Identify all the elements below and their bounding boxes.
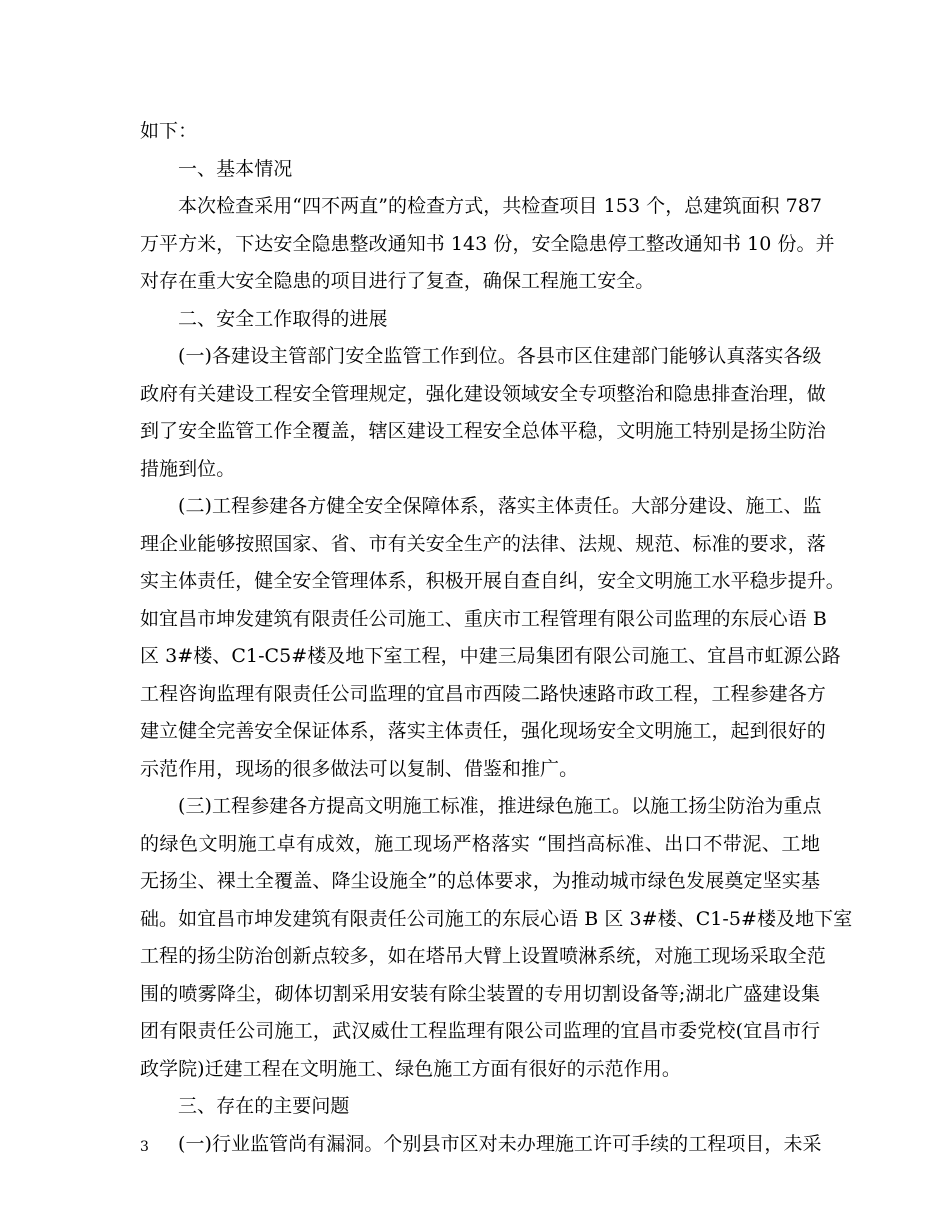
paragraph-line: 实主体责任，健全安全管理体系，积极开展自查自纠，安全文明施工水平稳步提升。 xyxy=(140,570,845,592)
document-body xyxy=(140,113,853,1163)
paragraph-line: 围的喷雾降尘，砌体切割采用安装有除尘装置的专用切割设备等;湖北广盛建设集 xyxy=(140,982,820,1005)
paragraph-line: (二)工程参建各方健全安全保障体系，落实主体责任。大部分建设、施工、监 xyxy=(178,495,822,517)
section-heading: 二、安全工作取得的进展 xyxy=(178,307,388,330)
paragraph-line: 万平方米，下达安全隐患整改通知书 143 份，安全隐患停工整改通知书 10 份。并 xyxy=(140,232,835,255)
paragraph-line: (一)行业监管尚有漏洞。个别县市区对未办理施工许可手续的工程项目，未采 xyxy=(178,1132,822,1155)
paragraph-line: 措施到位。 xyxy=(140,457,236,480)
paragraph-line: 无扬尘、裸土全覆盖、降尘设施全”的总体要求，为推动城市绿色发展奠定坚实基 xyxy=(140,870,820,892)
paragraph-line: (一)各建设主管部门安全监管工作到位。各县市区住建部门能够认真落实各级 xyxy=(178,345,822,367)
paragraph-line: 工程咨询监理有限责任公司监理的宜昌市西陵二路快速路市政工程，工程参建各方 xyxy=(140,682,826,705)
text-line: 如下： xyxy=(140,120,198,142)
paragraph-line: 到了安全监管工作全覆盖，辖区建设工程安全总体平稳，文明施工特别是扬尘防治 xyxy=(140,420,826,442)
paragraph-line: 建立健全完善安全保证体系，落实主体责任，强化现场安全文明施工，起到很好的 xyxy=(140,720,826,742)
paragraph-line: 示范作用，现场的很多做法可以复制、借鉴和推广。 xyxy=(140,757,579,780)
paragraph-line: 政府有关建设工程安全管理规定，强化建设领域安全专项整治和隐患排查治理，做 xyxy=(140,382,826,405)
paragraph-line: 区 3#楼、C1-C5#楼及地下室工程，中建三局集团有限公司施工、宜昌市虹源公路 xyxy=(140,645,841,667)
paragraph-line: 理企业能够按照国家、省、市有关安全生产的法律、法规、规范、标准的要求，落 xyxy=(140,532,826,555)
paragraph-line: 的绿色文明施工卓有成效，施工现场严格落实 “围挡高标准、出口不带泥、工地 xyxy=(140,832,820,855)
paragraph-line: 政学院)迁建工程在文明施工、绿色施工方面有很好的示范作用。 xyxy=(140,1057,681,1080)
paragraph-line: 团有限责任公司施工，武汉威仕工程监理有限公司监理的宜昌市委党校(宜昌市行 xyxy=(140,1020,820,1042)
paragraph-line: 如宜昌市坤发建筑有限责任公司施工、重庆市工程管理有限公司监理的东辰心语 B xyxy=(140,607,827,630)
paragraph-line: 工程的扬尘防治创新点较多，如在塔吊大臂上设置喷淋系统，对施工现场采取全范 xyxy=(140,945,826,967)
section-heading: 一、基本情况 xyxy=(178,157,293,180)
page-number: 3 xyxy=(140,1139,149,1155)
paragraph-line: 对存在重大安全隐患的项目进行了复查，确保工程施工安全。 xyxy=(140,270,655,292)
paragraph-line: (三)工程参建各方提高文明施工标准，推进绿色施工。以施工扬尘防治为重点 xyxy=(178,795,822,817)
paragraph-line: 本次检查采用“四不两直”的检查方式，共检查项目 153 个，总建筑面积 787 xyxy=(178,195,823,217)
section-heading: 三、存在的主要问题 xyxy=(178,1095,350,1117)
paragraph-line: 础。如宜昌市坤发建筑有限责任公司施工的东辰心语 B 区 3#楼、C1-5#楼及地下室 xyxy=(140,907,853,930)
